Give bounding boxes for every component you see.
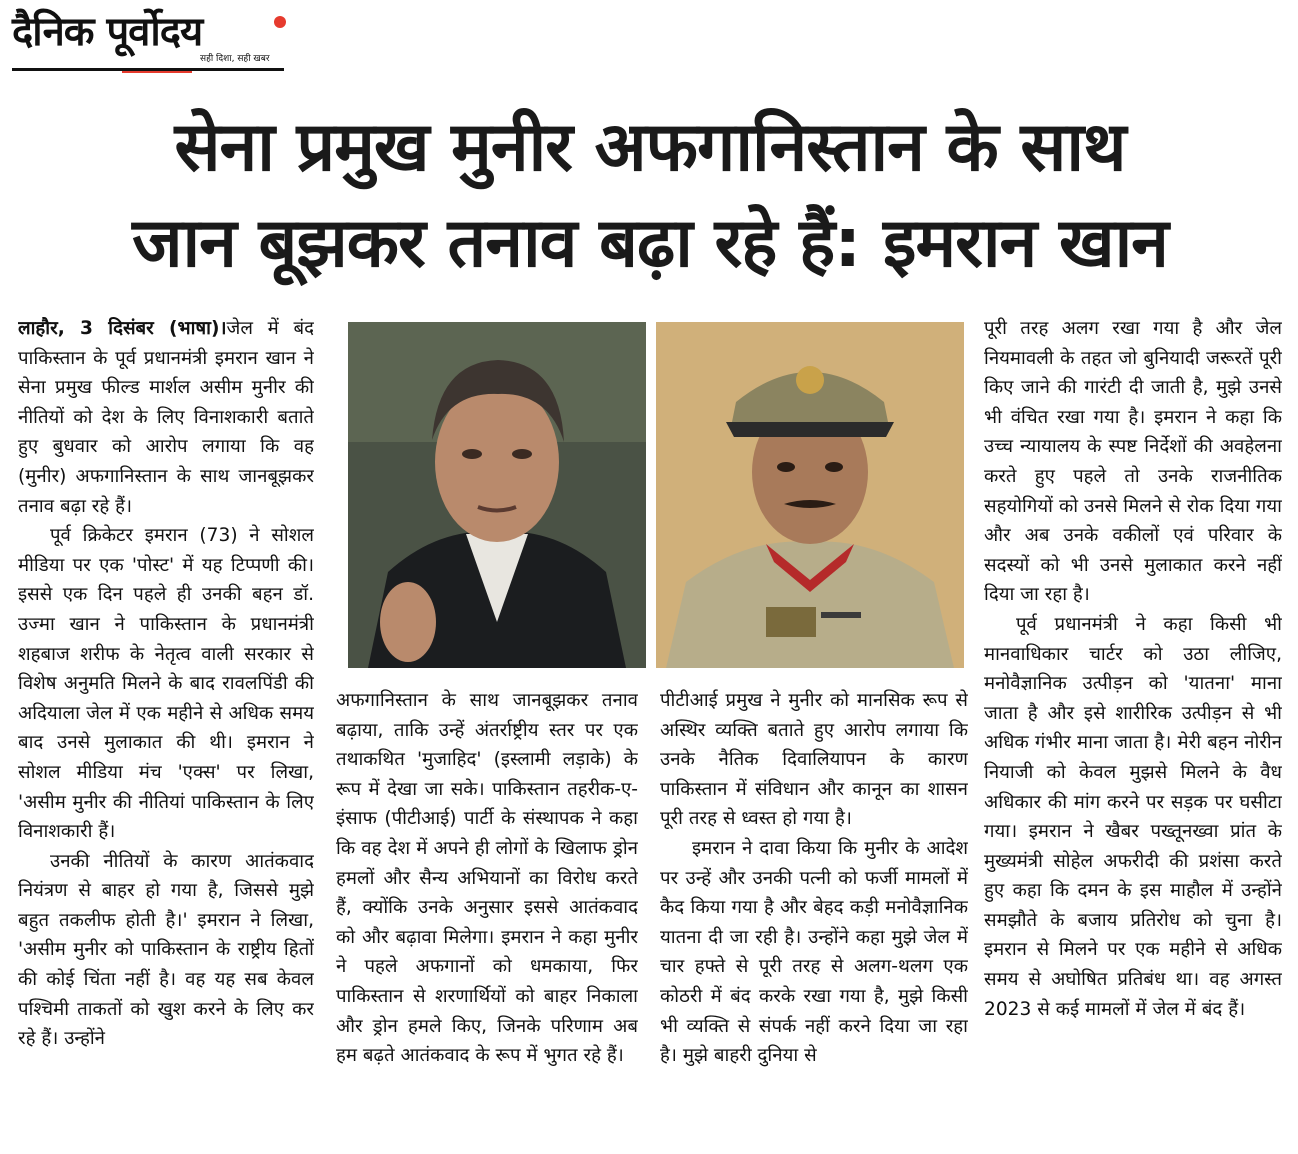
headline-line-2: जान बूझकर तनाव बढ़ा रहे हैं: इमरान खान xyxy=(132,204,1168,283)
masthead-dot-icon xyxy=(274,16,286,28)
paragraph: जेल में बंद पाकिस्तान के पूर्व प्रधानमंत्री इमरान खान ने सेना प्रमुख फील्ड मार्शल असीम मुनीर की नीतियों को देश के लिए विनाशकारी बताते हुए बुधवार को आरोप लगाया कि वह (मुनीर) अफगानिस्तान के साथ जानबूझकर तनाव बढ़ा रहे हैं। xyxy=(18,318,314,517)
paragraph: पूरी तरह अलग रखा गया है और जेल नियमावली के तहत जो बुनियादी जरूरतें पूरी किए जाने की गारंटी दी जाती है, मुझे उनसे भी वंचित रखा गया है। इमरान ने कहा कि उच्च न्यायालय के स्पष्ट निर्देशों की अवहेलना करते हुए पहले तो उनके राजनीतिक सहयोगियों को उनसे मिलने से रोक दिया गया और अब उनके वकीलों एवं परिवार के सदस्यों को भी उनसे मुलाकात करने नहीं दिया जा रहा है। xyxy=(984,318,1282,606)
newspaper-name: दैनिक पूर्वोदय xyxy=(12,9,203,55)
paragraph: अफगानिस्तान के साथ जानबूझकर तनाव बढ़ाया, ताकि उन्हें अंतर्राष्ट्रीय स्तर पर एक तथाकथित 'मुजाहिद' (इस्लामी लड़ाके) के रूप में देखा जा सके। पाकिस्तान तहरीक-ए-इंसाफ (पीटीआई) पार्टी के संस्थापक ने कहा कि वह देश में अपने ही लोगों के खिलाफ ड्रोन हमलों और सैन्य अभियानों का विरोध करते हैं, क्योंकि उनके अनुसार इससे आतंकवाद को और बढ़ावा मिलेगा। इमरान ने कहा मुनीर ने पहले अफगानों को धमकाया, फिर पाकिस्तान से शरणार्थियों को बाहर निकाला और ड्रोन हमले किए, जिनके परिणाम अब हम बढ़ते आतंकवाद के रूप में भुगत रहे हैं। xyxy=(336,690,638,1067)
paragraph: पूर्व क्रिकेटर इमरान (73) ने सोशल मीडिया पर एक 'पोस्ट' में यह टिप्पणी की। इससे एक दिन पहले ही उनकी बहन डॉ. उज्मा खान ने पाकिस्तान के प्रधानमंत्री शहबाज शरीफ के नेतृत्व वाली सरकार से विशेष अनुमति मिलने के बाद रावलपिंडी की अदियाला जेल में एक महीने से अधिक समय बाद उनसे मुलाकात की थी। इमरान ने सोशल मीडिया मंच 'एक्स' पर लिखा, 'असीम मुनीर की नीतियां पाकिस्तान के लिए विनाशकारी हैं। xyxy=(18,525,314,843)
headline-line-1: सेना प्रमुख मुनीर अफगानिस्तान के साथ xyxy=(174,108,1126,187)
headline xyxy=(20,100,1280,292)
paragraph: पीटीआई प्रमुख ने मुनीर को मानसिक रूप से अस्थिर व्यक्ति बताते हुए आरोप लगाया कि उनके नैतिक दिवालियापन के कारण पाकिस्तान में संविधान और कानून का शासन पूरी तरह से ध्वस्त हो गया है। xyxy=(660,690,968,830)
photo-asim-munir xyxy=(656,322,964,668)
masthead xyxy=(12,8,284,72)
article-column-2 xyxy=(336,686,638,1152)
article-column-1 xyxy=(18,314,314,1152)
article-column-3 xyxy=(660,686,968,1152)
paragraph: इमरान ने दावा किया कि मुनीर के आदेश पर उन्हें और उनकी पत्नी को फर्जी मामलों में कैद किया गया है और बेहद कड़ी मनोवैज्ञानिक यातना दी जा रही है। उन्होंने कहा मुझे जेल में चार हफ्ते से पूरी तरह से अलग-थलग एक कोठरी में बंद करके रखा गया है, मुझे किसी भी व्यक्ति से संपर्क नहीं करने दिया जा रहा है। मुझे बाहरी दुनिया से xyxy=(660,837,968,1067)
masthead-rule-accent xyxy=(122,71,192,73)
dateline: लाहौर, 3 दिसंबर (भाषा)। xyxy=(18,318,227,339)
newspaper-tagline: सही दिशा, सही खबर xyxy=(200,54,270,64)
photo-imran-khan-image xyxy=(348,322,646,668)
photo-asim-munir-image xyxy=(656,322,964,668)
article-column-4 xyxy=(984,314,1282,1152)
paragraph: उनकी नीतियों के कारण आतंकवाद नियंत्रण से बाहर हो गया है, जिससे मुझे बहुत तकलीफ होती है।' इमरान ने लिखा, 'असीम मुनीर को पाकिस्तान के राष्ट्रीय हितों की कोई चिंता नहीं है। वह यह सब केवल पश्चिमी ताकतों को खुश करने के लिए कर रहे हैं। उन्होंने xyxy=(18,850,314,1050)
photo-imran-khan xyxy=(348,322,646,668)
paragraph: पूर्व प्रधानमंत्री ने कहा किसी भी मानवाधिकार चार्टर को उठा लीजिए, मनोवैज्ञानिक उत्पीड़न को 'यातना' माना जाता है और इसे शारीरिक उत्पीड़न से भी अधिक गंभीर माना जाता है। मेरी बहन नोरीन नियाजी को केवल मुझसे मिलने के वैध अधिकार की मांग करने पर सड़क पर घसीटा गया। इमरान ने खैबर पख्तूनख्वा प्रांत के मुख्यमंत्री सोहेल अफरीदी की प्रशंसा करते हुए कहा कि दमन के इस माहौल में उन्होंने समझौते के बजाय प्रतिरोध को चुना है। इमरान से मिलने पर एक महीने से अधिक समय से अघोषित प्रतिबंध था। वह अगस्त 2023 से कई मामलों में जेल में बंद हैं। xyxy=(984,613,1282,1020)
